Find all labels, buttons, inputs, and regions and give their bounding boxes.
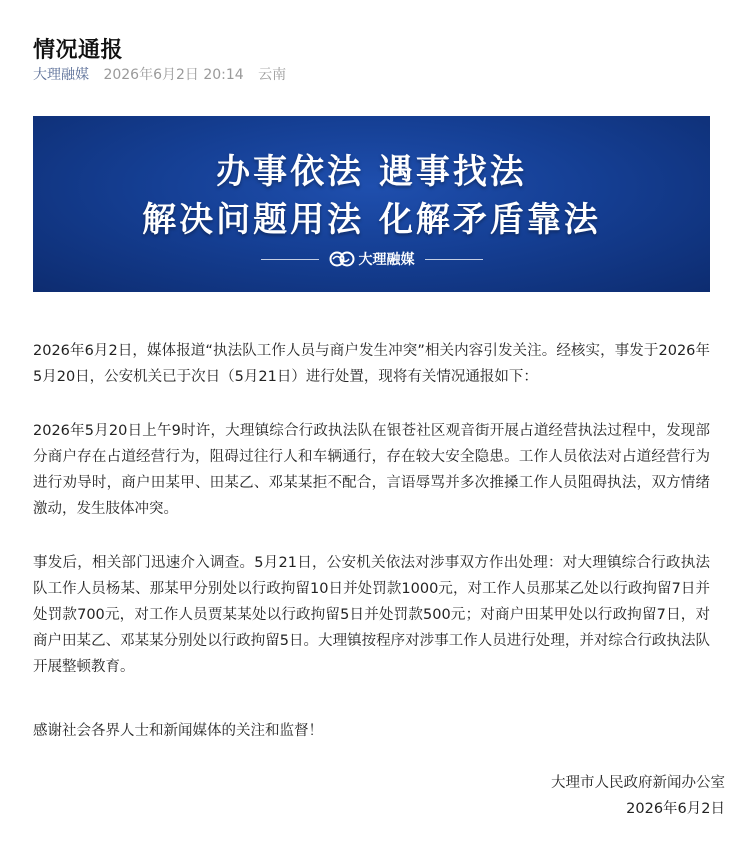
- banner-brand: [33, 248, 710, 270]
- banner-slogan-line2: 解决问题用法 化解矛盾靠法: [142, 200, 601, 240]
- brand-rule-right: [425, 259, 483, 260]
- article-title: 情况通报: [33, 37, 124, 63]
- signature-org: 大理市人民政府新闻办公室: [551, 775, 725, 791]
- banner-slogan-line1: 办事依法 遇事找法: [216, 152, 527, 192]
- banner-brand-text: 大理融媒: [358, 252, 415, 268]
- banner-image: [33, 116, 710, 292]
- paragraph-thanks: 感谢社会各界人士和新闻媒体的关注和监督！: [33, 723, 323, 739]
- signature-block: [551, 770, 725, 822]
- paragraph-incident: 2026年5月20日上午9时许，大理镇综合行政执法队在银苍社区观音街开展占道经营执法过程中，发现部分商户存在占道经营行为，阻碍过往行人和车辆通行，存在较大安全隐患。工作人员依法对占道经营行为进行劝导时，商户田某甲、田某乙、邓某某拒不配合，言语辱骂并多次推搡工作人员阻碍执法，双方情绪激动，发生肢体冲突。: [33, 423, 710, 517]
- paragraph-intro: 2026年6月2日，媒体报道“执法队工作人员与商户发生冲突”相关内容引发关注。经核实，事发于2026年5月20日，公安机关已于次日（5月21日）进行处置，现将有关情况通报如下：: [33, 343, 710, 385]
- publish-location: 云南: [258, 67, 287, 83]
- source-link[interactable]: 大理融媒: [33, 67, 89, 83]
- paragraph-handling: 事发后，相关部门迅速介入调查。5月21日，公安机关依法对涉事双方作出处理：对大理镇综合行政执法队工作人员杨某、那某甲分别处以行政拘留10日并处罚款1000元，对工作人员那某乙处以行政拘留7日并处罚款700元，对工作人员贾某某处以行政拘留5日并处罚款500元；对商户田某甲处以行政拘留7日，对商户田某乙、邓某某分别处以行政拘留5日。大理镇按程序对涉事工作人员进行处理，并对综合行政执法队开展整顿教育。: [33, 555, 710, 675]
- dali-media-logo-icon: [329, 251, 355, 267]
- publish-time: 2026年6月2日 20:14: [103, 67, 244, 83]
- brand-rule-left: [261, 259, 319, 260]
- signature-date: 2026年6月2日: [626, 801, 725, 817]
- article-meta: [33, 64, 286, 84]
